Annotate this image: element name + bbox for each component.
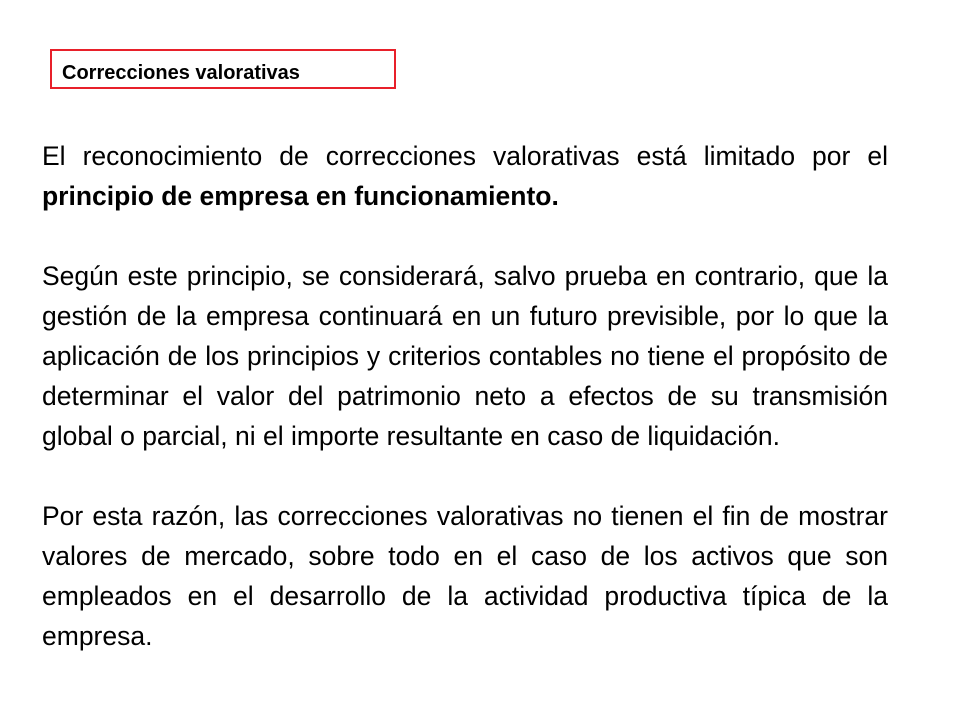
section-title: Correcciones valorativas <box>50 49 396 89</box>
paragraph-going-concern: Según este principio, se considerará, salvo prueba en contrario, que la gestión de la empresa continuará en un futuro previsible, por lo que la aplicación de los principios y criterios contables no tiene el propósito de determinar el valor del patrimonio neto a efectos de su transmisión global o parcial, ni el importe resultante en caso de liquidación. <box>42 261 888 451</box>
paragraph-market-values: Por esta razón, las correcciones valorativas no tienen el fin de mostrar valores de mercado, sobre todo en el caso de los activos que son empleados en el desarrollo de la actividad productiva típica de la empresa. <box>42 501 888 651</box>
paragraph-principle-bold: principio de empresa en funcionamiento. <box>42 181 559 211</box>
body-text <box>42 136 888 656</box>
paragraph-principle <box>42 136 888 216</box>
paragraph-principle-text: El reconocimiento de correcciones valorativas está limitado por el <box>42 141 888 171</box>
